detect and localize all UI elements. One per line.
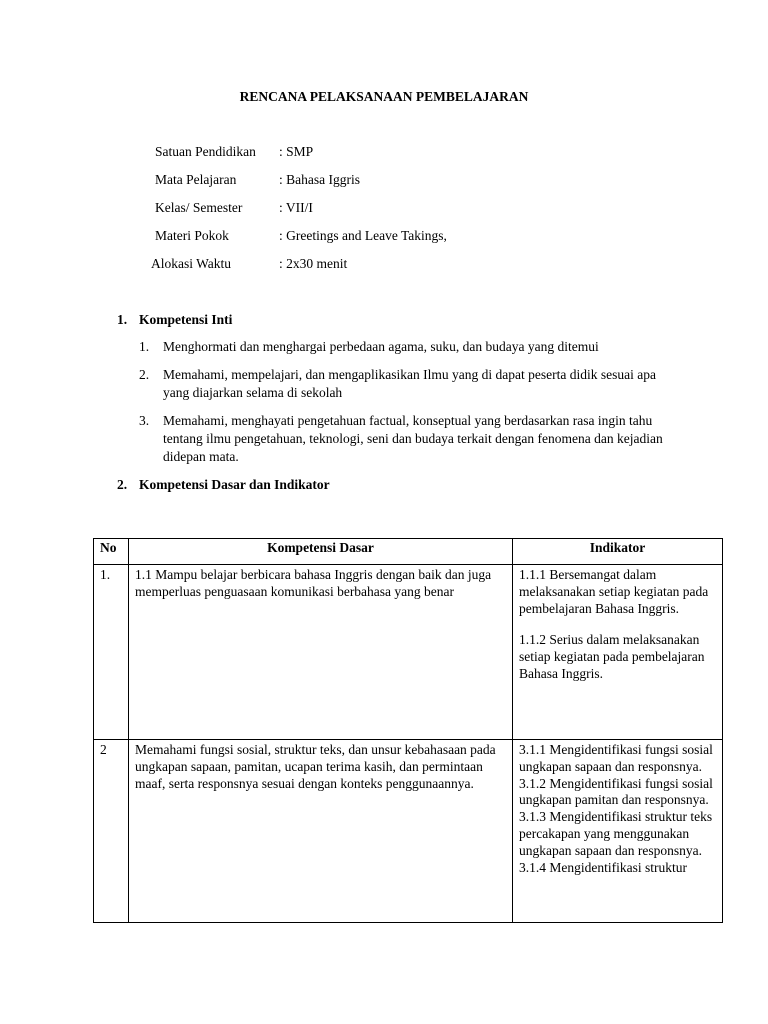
table-row <box>94 565 723 740</box>
row-1-indikator-1: 1.1.1 Bersemangat dalam melaksanakan setiap kegiatan pada pembelajaran Bahasa Inggris. <box>519 567 709 616</box>
table-header-row <box>94 539 723 565</box>
row-2-no: 2 <box>94 740 129 923</box>
header-kompetensi-dasar: Kompetensi Dasar <box>129 539 513 565</box>
header-no: No <box>94 539 129 565</box>
row-1-no: 1. <box>94 565 129 740</box>
table-row <box>94 740 723 923</box>
identity-value-mapel: : Bahasa Iggris <box>279 172 360 187</box>
section1-number: 1. <box>117 312 128 327</box>
identity-label-mapel: Mata Pelajaran <box>155 172 237 187</box>
identity-label-materi: Materi Pokok <box>155 228 229 243</box>
identity-value-kelas: : VII/I <box>279 200 313 215</box>
section1-heading: Kompetensi Inti <box>139 312 233 327</box>
identity-label-satuan: Satuan Pendidikan <box>155 144 256 159</box>
identity-label-alokasi: Alokasi Waktu <box>151 256 232 271</box>
document-title: RENCANA PELAKSANAAN PEMBELAJARAN <box>239 89 529 104</box>
kd-indikator-table <box>93 538 723 923</box>
row-1-indikator-2: 1.1.2 Serius dalam melaksanakan setiap kegiatan pada pembelajaran Bahasa Inggris. <box>519 632 705 681</box>
row-2-kd: Memahami fungsi sosial, struktur teks, dan unsur kebahasaan pada ungkapan sapaan, pamitan, ucapan terima kasih, dan permintaan maaf, serta responsnya sesuai dengan konteks penggunaannya. <box>129 740 513 923</box>
row-2-indikator-3: 3.1.3 Mengidentifikasi struktur teks percakapan yang menggunakan ungkapan sapaan dan responsnya. <box>519 809 713 858</box>
header-indikator: Indikator <box>513 539 723 565</box>
ki-item-1-text: Menghormati dan menghargai perbedaan agama, suku, dan budaya yang ditemui <box>163 339 599 354</box>
row-2-indikator <box>513 740 723 923</box>
ki-item-2-text: Memahami, mempelajari, dan mengaplikasikan Ilmu yang di dapat peserta didik sesuai apa yang diajarkan selama di sekolah <box>163 367 656 400</box>
row-2-indikator-1: 3.1.1 Mengidentifikasi fungsi sosial ungkapan sapaan dan responsnya. <box>519 742 713 774</box>
identity-value-alokasi: : 2x30 menit <box>279 256 348 271</box>
section2-number: 2. <box>117 477 128 492</box>
ki-item-1-number: 1. <box>139 339 150 354</box>
identity-value-materi: : Greetings and Leave Takings, <box>279 228 447 243</box>
section2-heading: Kompetensi Dasar dan Indikator <box>139 477 330 492</box>
row-2-indikator-2: 3.1.2 Mengidentifikasi fungsi sosial ungkapan pamitan dan responsnya. <box>519 775 713 808</box>
ki-item-3-text: Memahami, menghayati pengetahuan factual, konseptual yang berdasarkan rasa ingin tahu tentang ilmu pengetahuan, teknologi, seni dan budaya terkait dengan fenomena dan kejadian didepan mata. <box>163 413 663 464</box>
row-1-kd: 1.1 Mampu belajar berbicara bahasa Inggris dengan baik dan juga memperluas penguasaan komunikasi berbahasa yang benar <box>129 565 513 740</box>
identity-value-satuan: : SMP <box>279 144 314 159</box>
identity-label-kelas: Kelas/ Semester <box>155 200 243 215</box>
ki-item-2-number: 2. <box>139 367 150 382</box>
row-2-indikator-4: 3.1.4 Mengidentifikasi struktur <box>519 859 687 875</box>
row-1-indikator <box>513 565 723 740</box>
ki-item-3-number: 3. <box>139 413 150 428</box>
